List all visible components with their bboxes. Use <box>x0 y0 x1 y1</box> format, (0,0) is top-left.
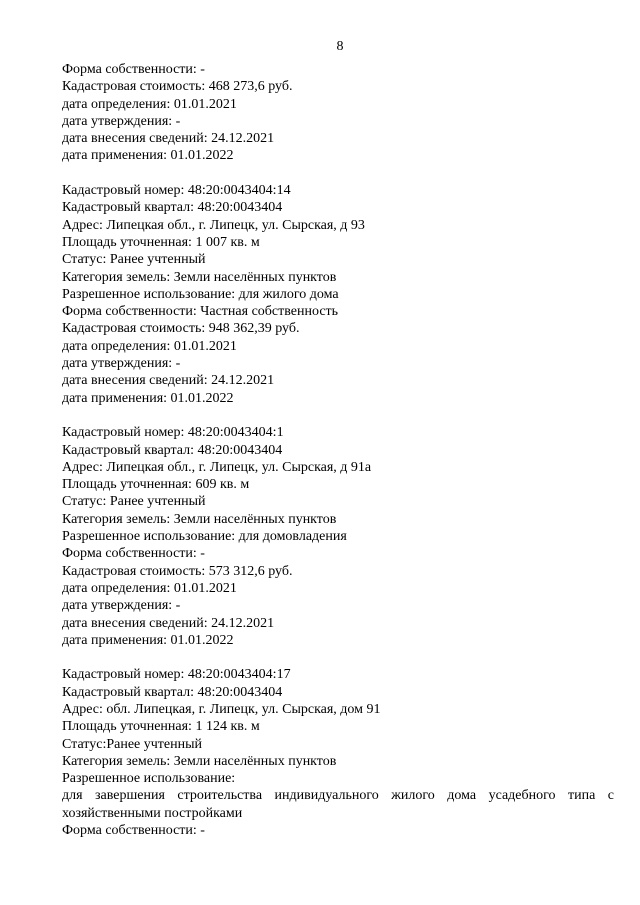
date-determined-line: дата определения: 01.01.2021 <box>62 580 237 596</box>
ownership-line: Форма собственности: - <box>62 823 205 839</box>
land-category-line: Категория земель: Земли населённых пунктов <box>62 269 337 285</box>
address-line: Адрес: Липецкая обл., г. Липецк, ул. Сырская, д 91а <box>62 459 372 475</box>
permitted-use-text-continued: хозяйственными постройками <box>62 805 243 821</box>
spacer <box>62 649 614 666</box>
document-body <box>62 61 614 839</box>
date-entered-line: дата внесения сведений: 24.12.2021 <box>62 615 275 631</box>
area-line: Площадь уточненная: 1 124 кв. м <box>62 719 260 735</box>
cadastral-number-line: Кадастровый номер: 48:20:0043404:1 <box>62 425 284 441</box>
ownership-line: Форма собственности: Частная собственность <box>62 304 339 320</box>
cadastral-number-line: Кадастровый номер: 48:20:0043404:17 <box>62 667 291 683</box>
date-determined-line: дата определения: 01.01.2021 <box>62 338 237 354</box>
permitted-use-text: для завершения строительства индивидуального жилого дома усадебного типа с <box>62 788 614 804</box>
date-applied-line: дата применения: 01.01.2022 <box>62 390 234 406</box>
ownership-line: Форма собственности: - <box>62 546 205 562</box>
date-applied-line: дата применения: 01.01.2022 <box>62 632 234 648</box>
land-category-line: Категория земель: Земли населённых пунктов <box>62 511 337 527</box>
date-approved-line: дата утверждения: - <box>62 113 181 129</box>
cadastral-quarter-line: Кадастровый квартал: 48:20:0043404 <box>62 200 283 216</box>
date-determined-line: дата определения: 01.01.2021 <box>62 96 237 112</box>
cadastral-value-line: Кадастровая стоимость: 948 362,39 руб. <box>62 321 300 337</box>
permitted-use-line: Разрешенное использование: для домовладения <box>62 529 347 545</box>
date-entered-line: дата внесения сведений: 24.12.2021 <box>62 131 275 147</box>
permitted-use-label: Разрешенное использование: <box>62 771 236 787</box>
status-line: Статус: Ранее учтенный <box>62 252 206 268</box>
parcel-block-17 <box>62 666 614 839</box>
address-line: Адрес: Липецкая обл., г. Липецк, ул. Сырская, д 93 <box>62 217 365 233</box>
parcel-block-14 <box>62 182 614 407</box>
address-line: Адрес: обл. Липецкая, г. Липецк, ул. Сырская, дом 91 <box>62 701 381 717</box>
status-line: Статус: Ранее учтенный <box>62 494 206 510</box>
area-line: Площадь уточненная: 609 кв. м <box>62 477 250 493</box>
cadastral-quarter-line: Кадастровый квартал: 48:20:0043404 <box>62 442 283 458</box>
page-number: 8 <box>336 39 344 54</box>
spacer <box>62 165 614 182</box>
date-applied-line: дата применения: 01.01.2022 <box>62 148 234 164</box>
cadastral-number-line: Кадастровый номер: 48:20:0043404:14 <box>62 183 291 199</box>
cadastral-quarter-line: Кадастровый квартал: 48:20:0043404 <box>62 684 283 700</box>
cadastral-value-line: Кадастровая стоимость: 468 273,6 руб. <box>62 79 293 95</box>
permitted-use-line: Разрешенное использование: для жилого дома <box>62 286 339 302</box>
area-line: Площадь уточненная: 1 007 кв. м <box>62 234 260 250</box>
spacer <box>62 407 614 424</box>
date-approved-line: дата утверждения: - <box>62 356 181 372</box>
land-category-line: Категория земель: Земли населённых пунктов <box>62 753 337 769</box>
parcel-block-1 <box>62 424 614 649</box>
intro-section <box>62 61 614 165</box>
date-approved-line: дата утверждения: - <box>62 598 181 614</box>
ownership-line: Форма собственности: - <box>62 62 205 77</box>
status-line: Статус:Ранее учтенный <box>62 736 203 752</box>
date-entered-line: дата внесения сведений: 24.12.2021 <box>62 373 275 389</box>
cadastral-value-line: Кадастровая стоимость: 573 312,6 руб. <box>62 563 293 579</box>
